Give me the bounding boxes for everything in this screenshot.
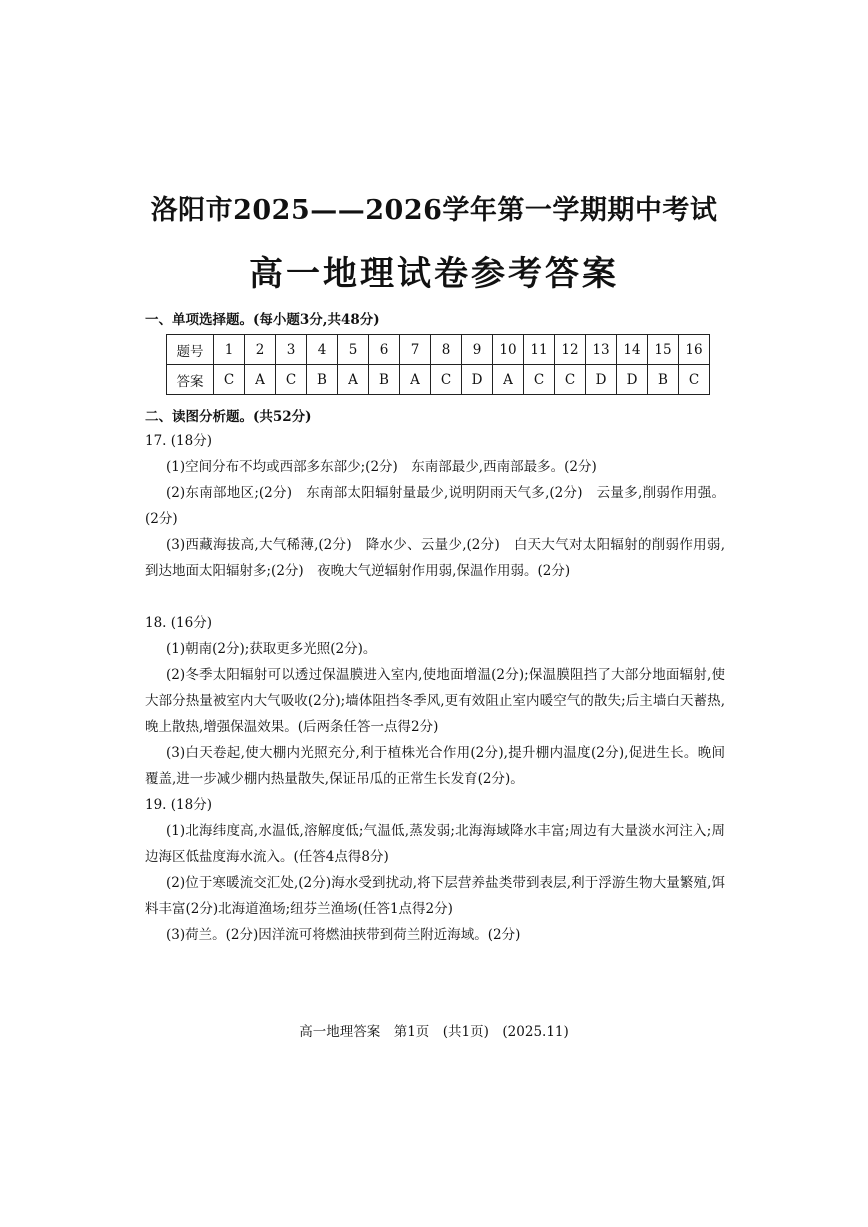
answer-cell: A — [245, 365, 276, 395]
question-number: 7 — [400, 335, 431, 365]
question-number: 13 — [586, 335, 617, 365]
question-number: 1 — [214, 335, 245, 365]
question-number: 10 — [493, 335, 524, 365]
section-1-heading: 一、单项选择题。(每小题3分,共48分) — [145, 312, 380, 328]
question-19-part-2: (2)位于寒暖流交汇处,(2分)海水受到扰动,将下层营养盐类带到表层,利于浮游生物大量繁殖,饵料丰富(2分)北海道渔场;纽芬兰渔场(任答1点得2分) — [145, 875, 725, 917]
page-footer: 高一地理答案 第1页 (共1页) (2025.11) — [299, 1024, 569, 1040]
section-2-heading: 二、读图分析题。(共52分) — [145, 409, 312, 425]
row-label: 答案 — [167, 365, 214, 395]
answer-cell: A — [493, 365, 524, 395]
question-number: 16 — [679, 335, 710, 365]
answer-cell: C — [276, 365, 307, 395]
question-19 — [145, 792, 725, 948]
question-17 — [145, 428, 725, 584]
answer-cell: D — [617, 365, 648, 395]
question-number-row — [167, 335, 710, 365]
answer-cell: A — [338, 365, 369, 395]
answer-cell: D — [462, 365, 493, 395]
question-19-part-3: (3)荷兰。(2分)因洋流可将燃油挟带到荷兰附近海域。(2分) — [166, 927, 521, 943]
answer-row — [167, 365, 710, 395]
answer-cell: C — [555, 365, 586, 395]
answer-cell: A — [400, 365, 431, 395]
exam-title: 洛阳市2025——2026学年第一学期期中考试 — [150, 195, 718, 226]
answer-cell: C — [524, 365, 555, 395]
answer-cell: B — [369, 365, 400, 395]
question-number: 6 — [369, 335, 400, 365]
question-18-part-2: (2)冬季太阳辐射可以透过保温膜进入室内,使地面增温(2分);保温膜阻挡了大部分地面辐射,使大部分热量被室内大气吸收(2分);墙体阻挡冬季风,更有效阻止室内暖空气的散失;后主墙白天蓄热,晚上散热,增强保温效果。(后两条任答一点得2分) — [145, 667, 725, 735]
answer-cell: C — [214, 365, 245, 395]
question-17-part-2: (2)东南部地区;(2分) 东南部太阳辐射量最少,说明阴雨天气多,(2分) 云量多,削弱作用强。(2分) — [145, 485, 725, 527]
question-number: 12 — [555, 335, 586, 365]
question-19-heading: 19. (18分) — [145, 797, 212, 813]
question-number: 9 — [462, 335, 493, 365]
question-18 — [145, 610, 725, 792]
question-number: 4 — [307, 335, 338, 365]
row-label: 题号 — [167, 335, 214, 365]
answer-key-title: 高一地理试卷参考答案 — [249, 254, 619, 294]
question-18-heading: 18. (16分) — [145, 615, 212, 631]
question-18-part-3: (3)白天卷起,使大棚内光照充分,利于植株光合作用(2分),提升棚内温度(2分),促进生长。晚间覆盖,进一步减少棚内热量散失,保证吊瓜的正常生长发育(2分)。 — [145, 745, 725, 787]
question-19-part-1: (1)北海纬度高,水温低,溶解度低;气温低,蒸发弱;北海海域降水丰富;周边有大量淡水河注入;周边海区低盐度海水流入。(任答4点得8分) — [145, 823, 725, 865]
question-number: 3 — [276, 335, 307, 365]
answer-cell: B — [307, 365, 338, 395]
question-number: 2 — [245, 335, 276, 365]
answer-cell: C — [679, 365, 710, 395]
question-17-heading: 17. (18分) — [145, 433, 212, 449]
question-17-part-1: (1)空间分布不均或西部多东部少;(2分) 东南部最少,西南部最多。(2分) — [166, 459, 597, 475]
question-number: 8 — [431, 335, 462, 365]
question-number: 15 — [648, 335, 679, 365]
answer-cell: B — [648, 365, 679, 395]
answer-cell: C — [431, 365, 462, 395]
answer-table — [166, 334, 710, 395]
question-18-part-1: (1)朝南(2分);获取更多光照(2分)。 — [166, 641, 377, 657]
question-number: 5 — [338, 335, 369, 365]
question-number: 14 — [617, 335, 648, 365]
question-number: 11 — [524, 335, 555, 365]
answer-cell: D — [586, 365, 617, 395]
question-17-part-3: (3)西藏海拔高,大气稀薄,(2分) 降水少、云量少,(2分) 白天大气对太阳辐射的削弱作用弱,到达地面太阳辐射多;(2分) 夜晚大气逆辐射作用弱,保温作用弱。(2分) — [145, 537, 725, 579]
